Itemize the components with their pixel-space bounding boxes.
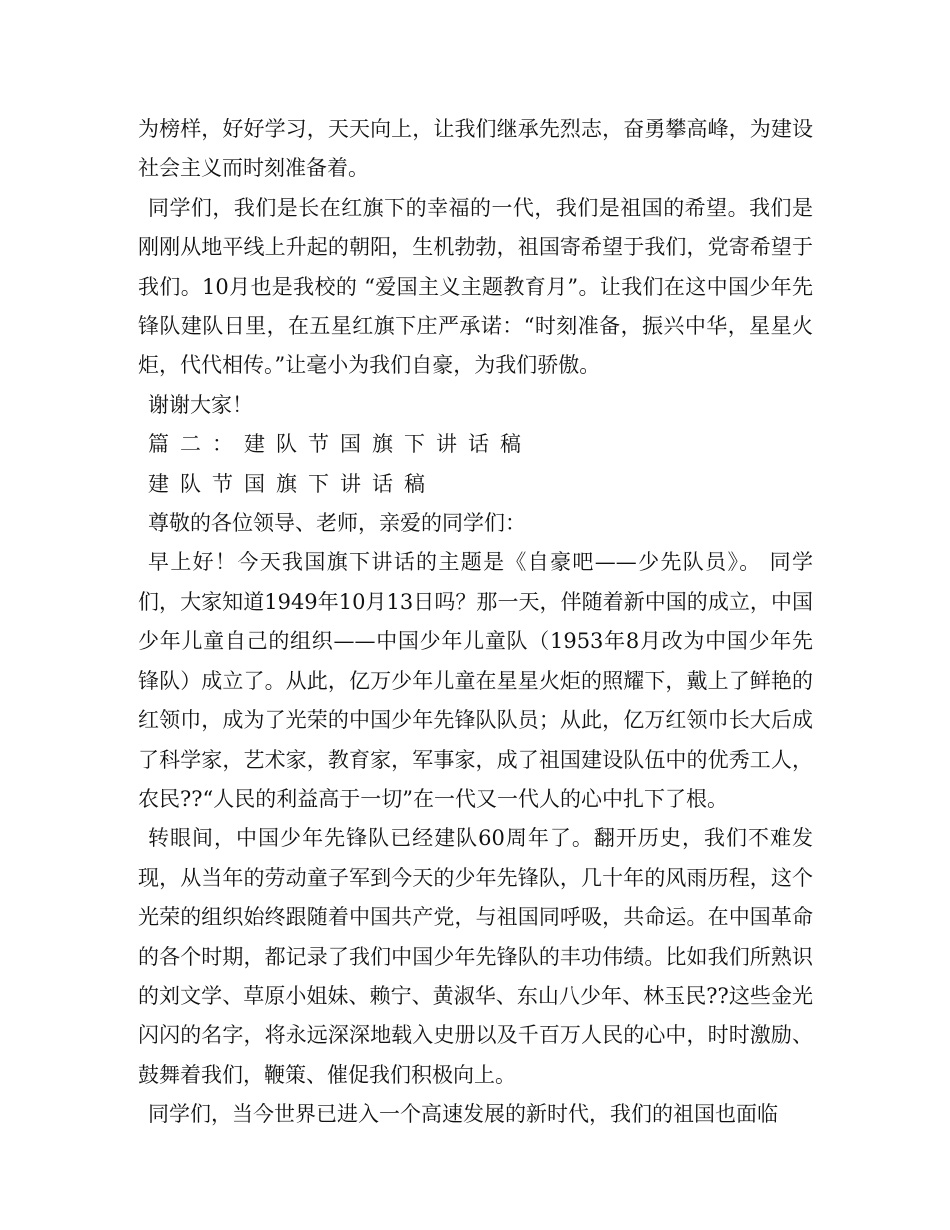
salutation: 尊敬的各位领导、老师，亲爱的同学们： bbox=[148, 511, 526, 536]
paragraph-greeting: 早上好！今天我国旗下讲话的主题是《自豪吧——少先队员》。 同学们，大家知道1949年10月13日吗？那一天，伴随着新中国的成立，中国少年儿童自己的组织——中国少年儿童队（1953年8月改为中国少年先锋队）成立了。从此，亿万少年儿童在星星火炬的照耀下，戴上了鲜艳的红领巾，成为了光荣的中国少年先锋队队员；从此，亿万红领巾长大后成了科学家，艺术家，教育家，军事家，成了祖国建设队伍中的优秀工人，农民??“人民的利益高于一切”在一代又一代人的心中扎下了根。 bbox=[138, 550, 813, 811]
paragraph-continuation: 为榜样，好好学习，天天向上，让我们继承先烈志，奋勇攀高峰，为建设社会主义而时刻准备着。 bbox=[138, 117, 813, 181]
paragraph-hope: 同学们，我们是长在红旗下的幸福的一代，我们是祖国的希望。我们是刚刚从地平线上升起的朝阳，生机勃勃，祖国寄希望于我们，党寄希望于我们。10月也是我校的 “爱国主义主题教育月”。让我们在这中国少年先锋队建队日里，在五星红旗下庄严承诺：“时刻准备，振兴中华，星星火炬，代代相传。”让毫小为我们自豪，为我们骄傲。 bbox=[138, 195, 813, 378]
section-heading: 篇二：建队节国旗下讲话稿 bbox=[148, 432, 532, 457]
paragraph-thanks: 谢谢大家！ bbox=[148, 392, 253, 417]
paragraph-history: 转眼间，中国少年先锋队已经建队60周年了。翻开历史，我们不难发现，从当年的劳动童子军到今天的少年先锋队，几十年的风雨历程，这个光荣的组织始终跟随着中国共产党，与祖国同呼吸，共命运。在中国革命的各个时期，都记录了我们中国少年先锋队的丰功伟绩。比如我们所熟识的刘文学、草原小姐妹、赖宁、黄淑华、东山八少年、林玉民??这些金光闪闪的名字，将永远深深地载入史册以及千百万人民的心中，时时激励、鼓舞着我们，鞭策、催促我们积极向上。 bbox=[138, 826, 813, 1087]
paragraph-new-era: 同学们，当今世界已进入一个高速发展的新时代，我们的祖国也面临 bbox=[148, 1102, 778, 1127]
document-body bbox=[138, 110, 813, 1135]
speech-title: 建队节国旗下讲话稿 bbox=[148, 471, 436, 496]
